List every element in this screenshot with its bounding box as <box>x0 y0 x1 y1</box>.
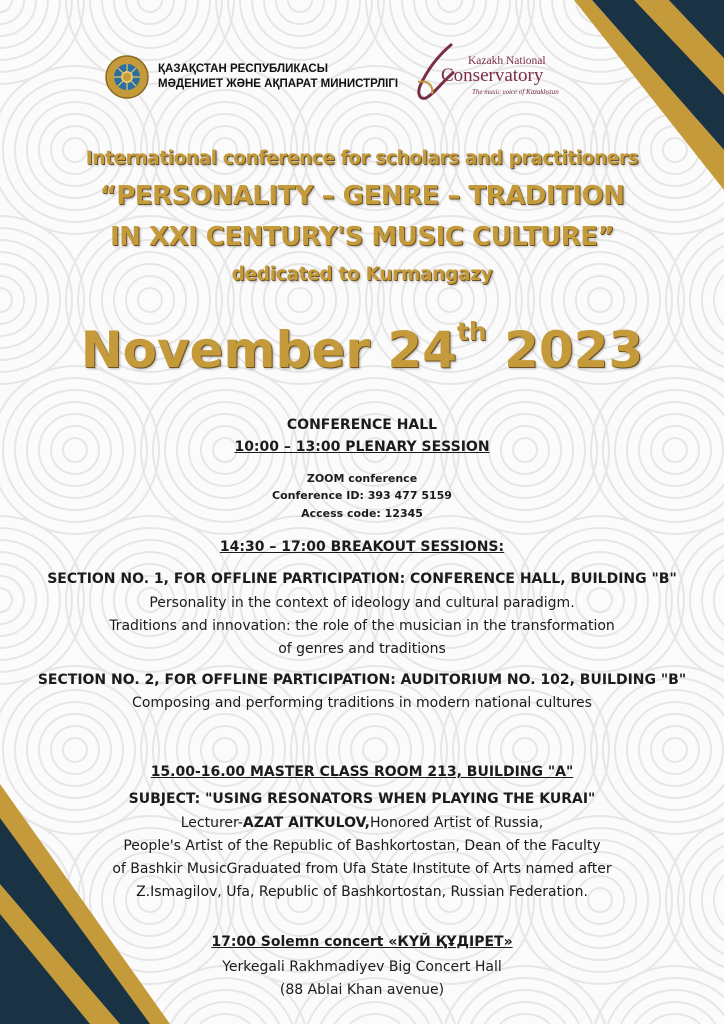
date-year: 2023 <box>486 321 644 379</box>
ministry-name <box>158 62 398 92</box>
conference-title-line-1: “PERSONALITY – GENRE – TRADITION <box>99 181 625 211</box>
concert-address: (88 Ablai Khan avenue) <box>279 982 445 998</box>
lecturer-prefix: Lecturer- <box>180 815 243 831</box>
zoom-conference-id: Conference ID: 393 477 5159 <box>272 489 452 502</box>
ministry-line-1: ҚАЗАҚСТАН РЕСПУБЛИКАСЫ <box>158 63 328 75</box>
date-suffix: th <box>456 317 487 346</box>
conservatory-tagline: The music voice of Kazakhstan <box>472 88 559 96</box>
conservatory-logo <box>412 42 572 106</box>
breakout-heading: 14:30 – 17:00 BREAKOUT SESSIONS: <box>219 539 505 555</box>
conservatory-name: Conservatory <box>441 65 544 86</box>
lecturer-bio-line: Z.Ismagilov, Ufa, Republic of Bashkortostan, Russian Federation. <box>136 884 588 900</box>
date-month-day: November 24 <box>80 321 457 379</box>
concert-heading: 17:00 Solemn concert «КҮЙ ҚҰДІРЕТ» <box>211 934 513 950</box>
zoom-access-code: Access code: 12345 <box>301 507 423 520</box>
lecturer-line <box>0 815 724 831</box>
conservatory-top-text: Kazakh National <box>468 55 546 67</box>
ministry-logo <box>104 54 398 100</box>
concert-venue: Yerkegali Rakhmadiyev Big Concert Hall <box>222 959 502 975</box>
section-2-line: Composing and performing traditions in modern national cultures <box>132 695 592 711</box>
conference-intro: International conference for scholars and practitioners <box>85 148 639 169</box>
ministry-line-2: МӘДЕНИЕТ ЖӘНЕ АҚПАРАТ МИНИСТРЛІГІ <box>158 78 399 90</box>
plenary-venue: CONFERENCE HALL <box>286 417 438 433</box>
lecturer-name: AZAT AITKULOV, <box>242 815 370 831</box>
lecturer-bio-line: of Bashkir MusicGraduated from Ufa State Institute of Arts named after <box>112 861 612 877</box>
conference-dedication: dedicated to Kurmangazy <box>231 264 493 285</box>
lecturer-title: Honored Artist of Russia, <box>369 815 544 831</box>
master-class-heading: 15.00-16.00 MASTER CLASS ROOM 213, BUILDING "A" <box>150 764 574 780</box>
conference-date <box>0 317 724 379</box>
conference-title-line-2: IN XXI CENTURY'S MUSIC CULTURE” <box>109 222 615 252</box>
section-1-line: Traditions and innovation: the role of the musician in the transformation <box>109 618 615 634</box>
section-1-title: SECTION NO. 1, FOR OFFLINE PARTICIPATION: CONFERENCE HALL, BUILDING "B" <box>47 571 677 587</box>
master-class-subject: SUBJECT: "USING RESONATORS WHEN PLAYING THE KURAI" <box>128 791 596 807</box>
zoom-label: ZOOM conference <box>306 472 418 485</box>
lecturer-bio-line: People's Artist of the Republic of Bashkortostan, Dean of the Faculty <box>123 838 601 854</box>
kazakhstan-emblem-icon <box>104 54 150 100</box>
section-1-line: of genres and traditions <box>278 641 446 657</box>
section-2-title: SECTION NO. 2, FOR OFFLINE PARTICIPATION: AUDITORIUM NO. 102, BUILDING "B" <box>37 672 687 688</box>
section-1-line: Personality in the context of ideology and cultural paradigm. <box>149 595 575 611</box>
plenary-time: 10:00 – 13:00 PLENARY SESSION <box>234 439 490 455</box>
